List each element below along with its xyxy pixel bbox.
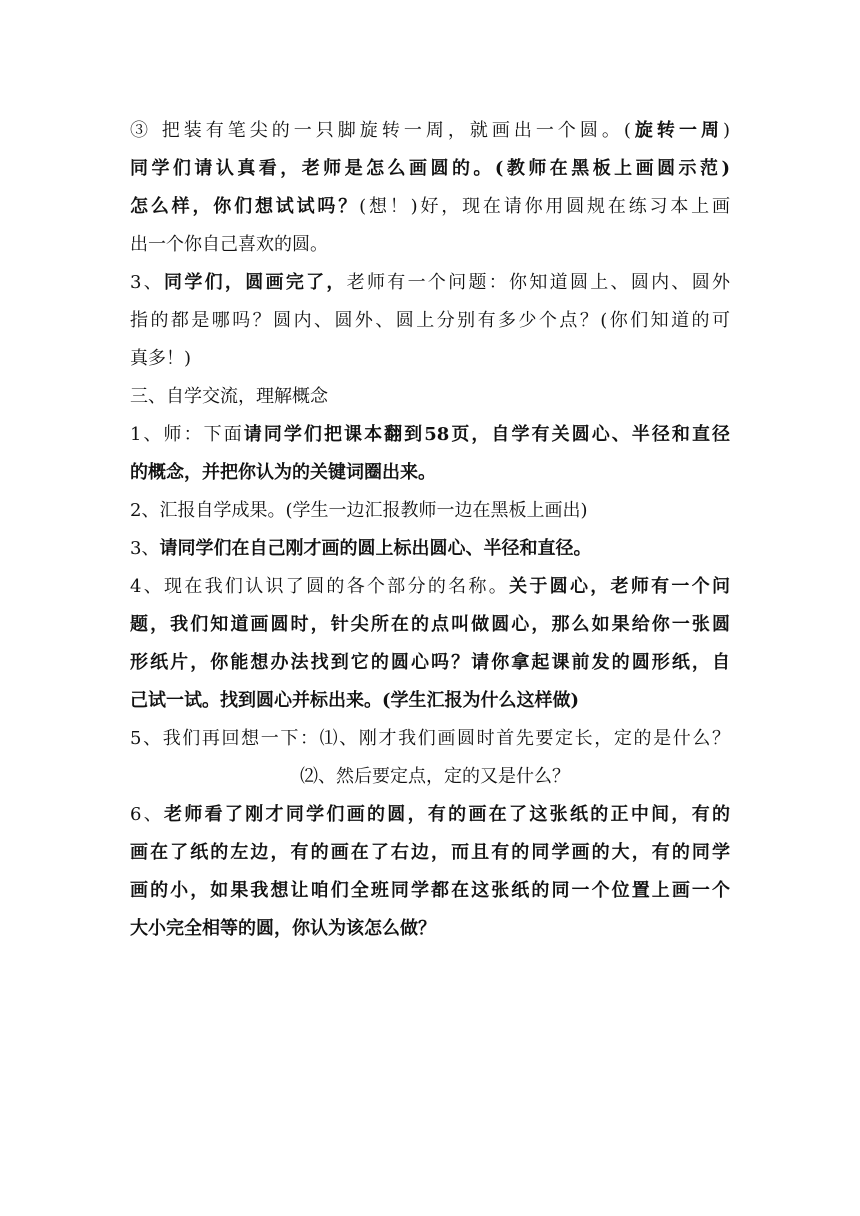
paragraph-line bbox=[130, 530, 730, 568]
paragraph-line bbox=[130, 796, 730, 834]
paragraph-line bbox=[130, 758, 730, 796]
text-run: 5、我们再回想一下：⑴、刚才我们画圆时首先要定长，定的是什么？ bbox=[130, 728, 730, 749]
text-run: 老师有一个问题：你知道圆上、圆内、圆外 bbox=[346, 272, 730, 293]
paragraph-line bbox=[130, 188, 730, 226]
text-run-bold: 画在了纸的左边，有的画在了右边，而且有的同学画的大，有的同学 bbox=[130, 842, 730, 863]
text-run-bold: 己试一试。找到圆心并标出来。(学生汇报为什么这样做) bbox=[130, 690, 580, 711]
paragraph-line bbox=[130, 644, 730, 682]
text-run-bold: 旋转一周 bbox=[630, 120, 723, 141]
text-run: 指的都是哪吗？圆内、圆外、圆上分别有多少个点？(你们知道的可 bbox=[130, 310, 730, 331]
text-run: 6、 bbox=[130, 804, 165, 825]
text-run-bold: 怎么样，你们想试试吗？ bbox=[130, 196, 360, 217]
text-run: 3、 bbox=[130, 272, 165, 293]
paragraph-line bbox=[130, 606, 730, 644]
text-run-bold: 同学们请认真看，老师是怎么画圆的。(教师在黑板上画圆示范) bbox=[130, 158, 730, 179]
paragraph-line bbox=[130, 340, 730, 378]
text-run-bold: 的概念，并把你认为的关键词圈出来。 bbox=[130, 462, 436, 483]
text-run: ③ 把装有笔尖的一只脚旋转一周，就画出一个圆。( bbox=[130, 120, 631, 141]
text-run: 3、 bbox=[130, 538, 160, 559]
text-run-bold: 请同学们把课本翻到58页，自学有关圆心、半径和直径 bbox=[243, 424, 730, 445]
paragraph-line bbox=[130, 150, 730, 188]
text-run: ⑵、然后要定点，定的又是什么？ bbox=[300, 766, 570, 787]
paragraph-line bbox=[130, 264, 730, 302]
text-run-bold: 老师看了刚才同学们画的圆，有的画在了这张纸的正中间，有的 bbox=[164, 804, 730, 825]
paragraph-line bbox=[130, 492, 730, 530]
paragraph-line bbox=[130, 568, 730, 606]
paragraph-line bbox=[130, 682, 730, 720]
text-run: 1、师：下面 bbox=[130, 424, 244, 445]
paragraph-line bbox=[130, 302, 730, 340]
section-heading bbox=[130, 378, 730, 416]
text-run: (想！)好，现在请你用圆规在练习本上画 bbox=[359, 196, 730, 217]
paragraph-line bbox=[130, 454, 730, 492]
text-run: 出一个你自己喜欢的圆。 bbox=[130, 234, 328, 255]
text-run-bold: 请同学们在自己刚才画的圆上标出圆心、半径和直径。 bbox=[159, 538, 592, 559]
paragraph-line bbox=[130, 872, 730, 910]
paragraph-line bbox=[130, 112, 730, 150]
document-body bbox=[130, 112, 730, 948]
text-run-bold: 大小完全相等的圆，你认为该怎么做？ bbox=[130, 918, 436, 939]
text-run-bold: 形纸片，你能想办法找到它的圆心吗？请你拿起课前发的圆形纸，自 bbox=[130, 652, 730, 673]
text-run-bold: 题，我们知道画圆时，针尖所在的点叫做圆心，那么如果给你一张圆 bbox=[130, 614, 730, 635]
paragraph-line bbox=[130, 416, 730, 454]
text-run: 4、现在我们认识了圆的各个部分的名称。 bbox=[130, 576, 510, 597]
paragraph-line bbox=[130, 226, 730, 264]
text-run: 三、自学交流，理解概念 bbox=[130, 386, 328, 407]
paragraph-line bbox=[130, 910, 730, 948]
text-run: ) bbox=[722, 120, 730, 141]
paragraph-line bbox=[130, 720, 730, 758]
text-run: 2、汇报自学成果。(学生一边汇报教师一边在黑板上画出) bbox=[130, 500, 588, 521]
paragraph-line bbox=[130, 834, 730, 872]
text-run-bold: 关于圆心，老师有一个问 bbox=[509, 576, 730, 597]
text-run-bold: 画的小，如果我想让咱们全班同学都在这张纸的同一个位置上画一个 bbox=[130, 880, 730, 901]
text-run: 真多！) bbox=[130, 348, 192, 369]
text-run-bold: 同学们，圆画完了， bbox=[164, 272, 347, 293]
